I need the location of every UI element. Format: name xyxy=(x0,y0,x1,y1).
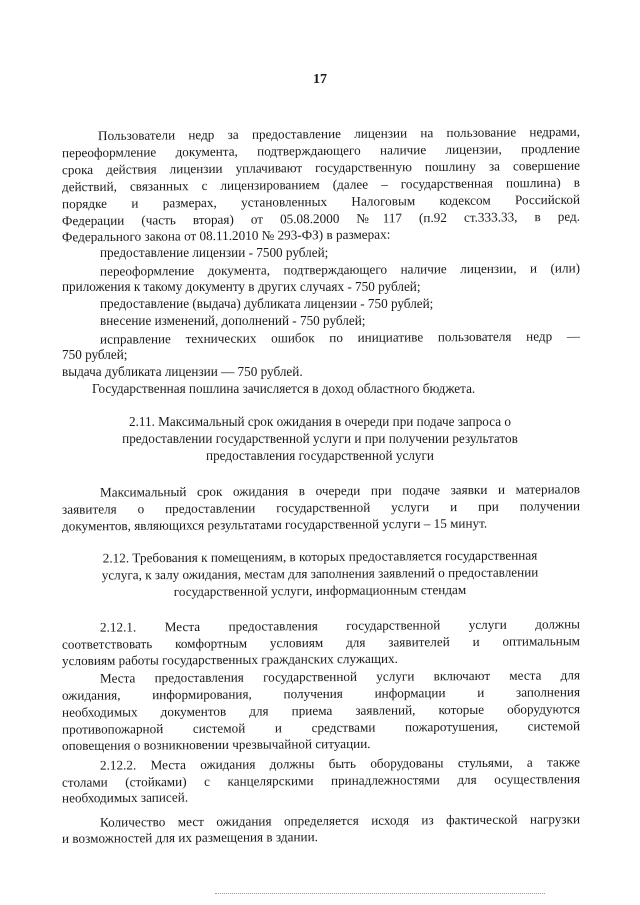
fee-item-continuation: 750 рублей; xyxy=(62,347,128,362)
text-line: столами (стойками) с канцелярскими принадлежностями для осуществления xyxy=(61,771,581,790)
heading-line: предоставления государственной услуги xyxy=(206,448,434,463)
text-line: документов, являющихся результатами государственной услуги – 15 минут. xyxy=(61,515,488,534)
text-line: Максимальный срок ожидания в очереди при подаче заявки и материалов xyxy=(99,481,581,500)
heading-line: государственной услуги, информационным стендам xyxy=(173,581,467,600)
heading-line: предоставлении государственной услуги и при получении результатов xyxy=(122,431,518,446)
text-line: действий, связанных с лицензированием (далее – государственная пошлина) в xyxy=(61,174,581,195)
text-line: необходимых записей. xyxy=(61,789,189,806)
text-line: заявителя о предоставлении государственной услуги и при получении xyxy=(61,498,581,517)
footer-rule xyxy=(215,893,545,894)
text-line: 2.12.2. Места ожидания должны быть оборудованы стульями, а также xyxy=(99,754,581,773)
fee-item: переоформление документа, подтверждающего наличие лицензии, и (или) xyxy=(99,260,581,279)
text-line: ожидания, информирования, получения информации и заполнения xyxy=(61,684,581,703)
fee-destination-text: Государственная пошлина зачисляется в доход областного бюджета. xyxy=(92,381,476,396)
text-line: 2.12.1. Места предоставления государственной услуги должны xyxy=(99,616,581,635)
text-line: условиям работы государственных гражданских служащих. xyxy=(61,650,398,669)
text-line: Федерации (часть вторая) от 05.08.2000 №117 (п.92 ст.333.33, в ред. xyxy=(61,208,581,229)
text-line: Федерального закона от 08.11.2010 № 293-ФЗ) в размерах: xyxy=(61,226,391,245)
fee-item: предоставление лицензии - 7500 рублей; xyxy=(100,245,329,260)
text-line: оповещения о возникновении чрезвычайной ситуации. xyxy=(61,735,371,754)
text-line: срока действия лицензии уплачивают государственную пошлину за совершение xyxy=(61,157,581,178)
text-line: порядке и размерах, установленных Налоговым кодексом Российской xyxy=(61,191,581,212)
text-line: Пользователи недр за предоставление лицензии на пользование недрами, xyxy=(97,123,581,144)
fee-item: предоставление (выдача) дубликата лицензии - 750 рублей; xyxy=(100,296,434,311)
heading-line: услуга, к залу ожидания, местам для заполнения заявлений о предоставлении xyxy=(101,564,539,583)
text-line: противопожарной системой и средствами пожаротушения, системой xyxy=(61,718,581,737)
text-line: необходимых документов для приема заявлений, которые оборудуются xyxy=(61,701,581,720)
text-line: Количество мест ожидания определяется исходя из фактической нагрузки xyxy=(99,811,581,830)
text-line: переоформление документа, подтверждающего наличие лицензии, продление xyxy=(61,140,581,161)
heading-line: 2.12. Требования к помещениям, в которых предоставляется государственная xyxy=(102,547,538,566)
text-line: Места предоставления государственной услуги включают места для xyxy=(99,667,581,686)
fee-item-continuation: приложения к такому документу в других случаях - 750 рублей; xyxy=(62,279,421,294)
fee-item: выдача дубликата лицензии — 750 рублей. xyxy=(62,364,303,379)
heading-line: 2.11. Максимальный срок ожидания в очереди при подаче запроса о xyxy=(129,414,511,429)
text-line: и возможностей для их размещения в здании. xyxy=(61,829,318,846)
fee-item: внесение изменений, дополнений - 750 рублей; xyxy=(100,313,366,328)
fee-item: исправление технических ошибок по инициативе пользователя недр — xyxy=(99,328,581,347)
page-number: 17 xyxy=(313,72,327,87)
text-line: соответствовать комфортным условиям для заявителей и оптимальным xyxy=(61,633,581,652)
